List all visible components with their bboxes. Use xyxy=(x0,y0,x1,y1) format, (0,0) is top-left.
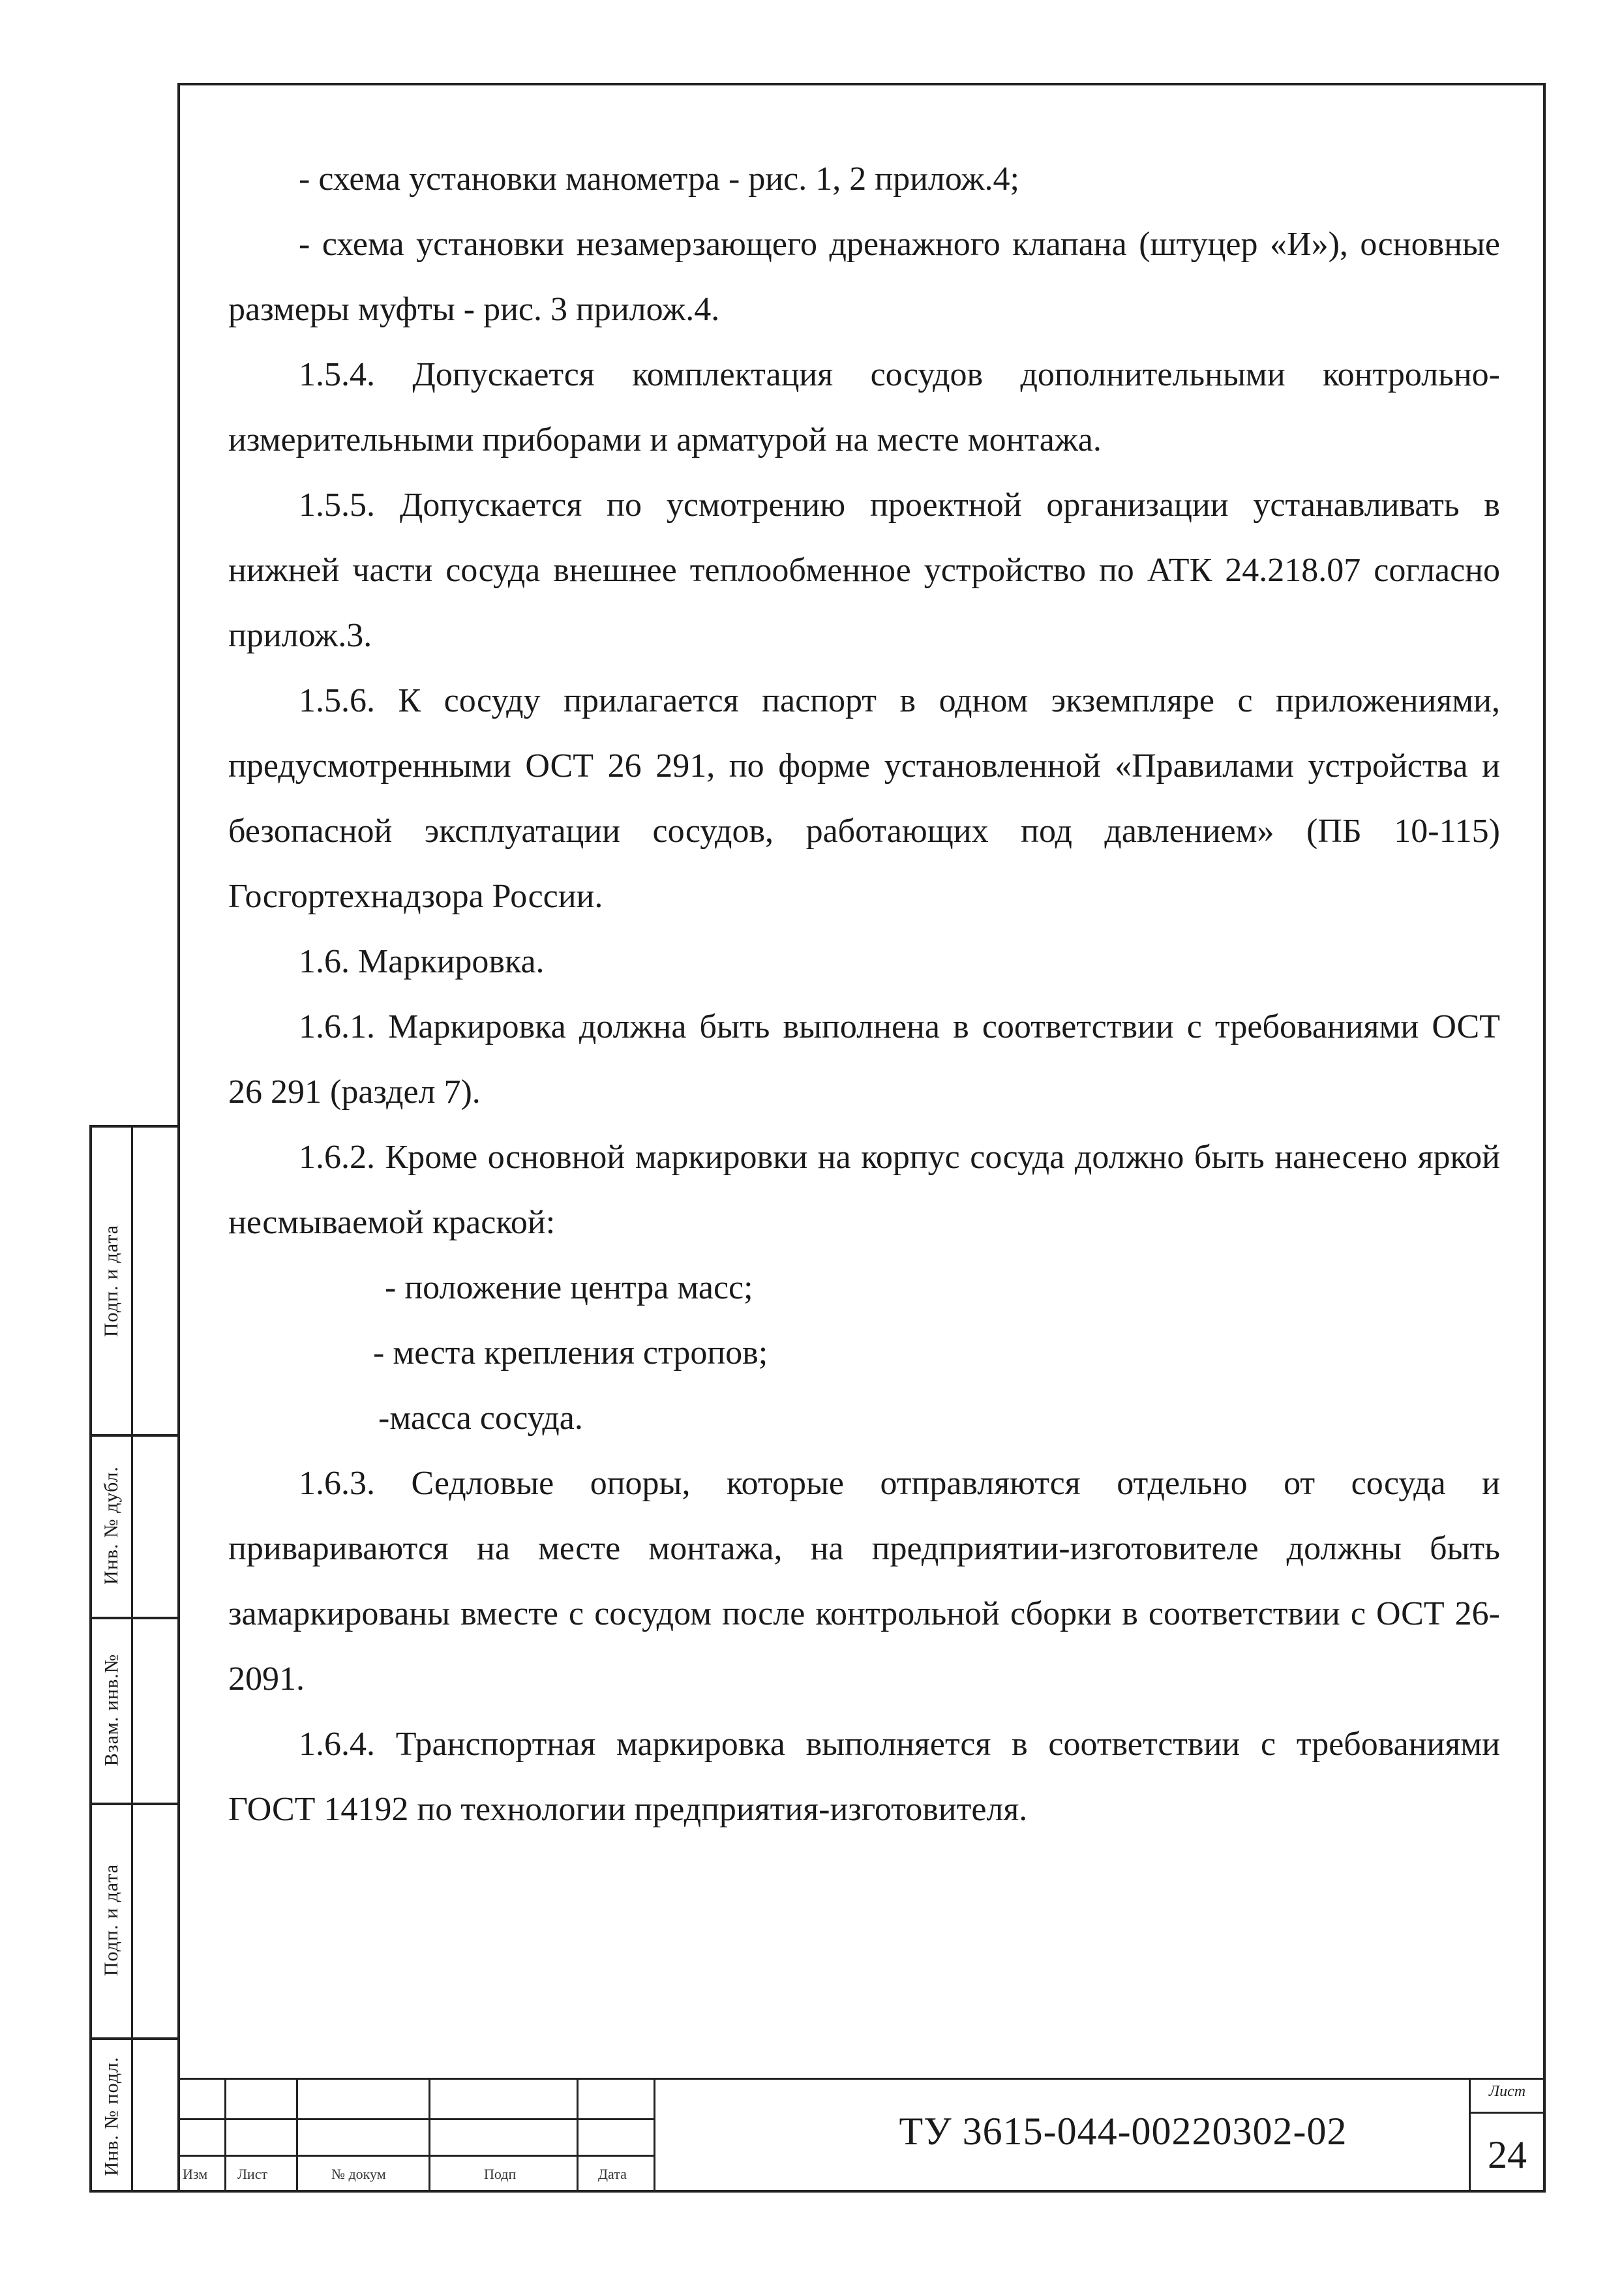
title-block xyxy=(177,2078,1546,2193)
col-data-label: Дата xyxy=(598,2166,627,2182)
paragraph: 1.5.4. Допускается комплектация сосудов дополнительными контрольно-измерительными приборами и арматурой на месте монтажа. xyxy=(228,356,1500,458)
side-label: Инв. № подл. xyxy=(100,2056,122,2176)
sheet-label: Лист xyxy=(1488,2083,1526,2100)
side-cell xyxy=(92,1434,131,1617)
col-list-label: Лист xyxy=(237,2166,268,2182)
paragraph: - схема установки манометра - рис. 1, 2 прилож.4; xyxy=(299,160,1019,198)
side-cell xyxy=(92,2037,131,2195)
binding-strip xyxy=(89,1125,177,2193)
col-izm-label: Изм xyxy=(183,2166,208,2182)
side-label: Инв. № дубл. xyxy=(100,1466,122,1585)
paragraph: 1.6.2. Кроме основной маркировки на корпус сосуда должно быть нанесено яркой несмываемой краской: xyxy=(228,1139,1500,1241)
paragraph: 1.6.3. Седловые опоры, которые отправляются отдельно от сосуда и привариваются на месте монтажа, на предприятии-изготовителе должны быть замаркированы вместе с сосудом после контрольной сборки в соответствии с ОСТ 26-2091. xyxy=(228,1465,1500,1698)
col-podp-label: Подп xyxy=(484,2166,517,2182)
list-item: - места крепления стропов; xyxy=(373,1334,768,1371)
paragraph: 1.5.5. Допускается по усмотрению проектной организации устанавливать в нижней части сосуда внешнее теплообменное устройство по АТК 24.218.07 согласно прилож.3. xyxy=(228,487,1500,654)
side-label: Подп. и дата xyxy=(100,1863,122,1977)
section-heading: 1.6. Маркировка. xyxy=(299,943,545,980)
col-docnum-label: № докум xyxy=(331,2166,386,2182)
document-body xyxy=(228,147,1500,1842)
list-item: - положение центра масс; xyxy=(385,1269,753,1306)
side-cell xyxy=(92,1617,131,1803)
paragraph: 1.5.6. К сосуду прилагается паспорт в одном экземпляре с приложениями, предусмотренными ОСТ 26 291, по форме установленной «Правилами устройства и безопасной эксплуатации сосудов, работающих под давлением» (ПБ 10-115) Госгортехнадзора России. xyxy=(228,682,1500,915)
list-item: -масса сосуда. xyxy=(378,1400,583,1437)
side-label: Взам. инв.№ xyxy=(100,1653,122,1766)
paragraph: 1.6.1. Маркировка должна быть выполнена в соответствии с требованиями ОСТ 26 291 (раздел 7). xyxy=(228,1008,1500,1111)
document-designation: ТУ 3615-044-00220302-02 xyxy=(899,2110,1347,2153)
sheet-number: 24 xyxy=(1488,2133,1527,2176)
paragraph: - схема установки незамерзающего дренажного клапана (штуцер «И»), основные размеры муфты - рис. 3 прилож.4. xyxy=(228,226,1500,328)
side-label: Подп. и дата xyxy=(100,1224,122,1338)
side-cell xyxy=(92,1128,131,1434)
paragraph: 1.6.4. Транспортная маркировка выполняется в соответствии с требованиями ГОСТ 14192 по технологии предприятия-изготовителя. xyxy=(228,1726,1500,1828)
side-cell xyxy=(92,1803,131,2037)
